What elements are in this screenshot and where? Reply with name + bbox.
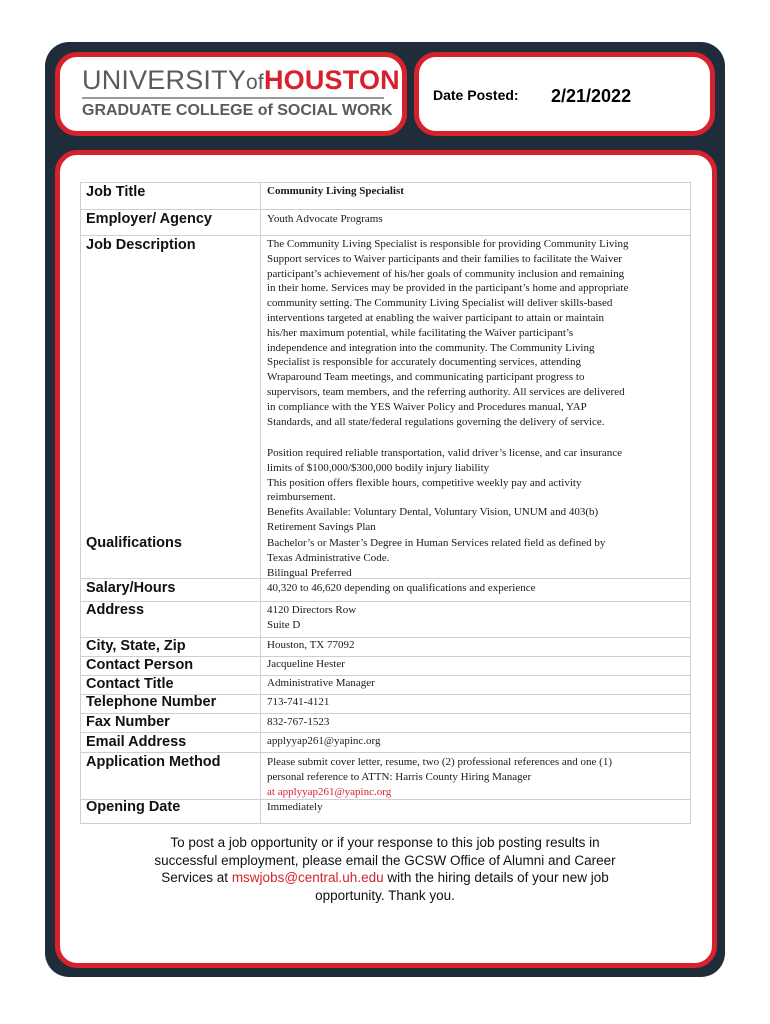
logo-divider (82, 97, 384, 99)
description-extra-line: This position offers flexible hours, competitive weekly pay and activity (267, 476, 582, 489)
opening-date-label: Opening Date (86, 799, 181, 815)
university-logo (55, 52, 407, 136)
description-line: his/her maximum potential, while facilitating the Waiver participant’s (267, 326, 574, 339)
description-line: in compliance with the YES Waiver Policy and Procedures manual, YAP (267, 400, 587, 413)
address-line: Suite D (267, 618, 301, 631)
description-line: community setting. The Community Living Specialist will deliver skills-based (267, 297, 613, 310)
description-extra-line: Position required reliable transportation, valid driver’s license, and car insurance (267, 447, 623, 459)
footer-line: To post a job opportunity or if your response to this job posting results in (170, 835, 600, 850)
email-label: Email Address (86, 734, 187, 750)
application-method-value (267, 755, 612, 799)
description-extra-line: Benefits Available: Voluntary Dental, Voluntary Vision, UNUM and 403(b) (267, 506, 599, 519)
footer-email-link[interactable]: mswjobs@central.uh.edu (231, 870, 384, 885)
description-line: supervisors, team members, and the referring authority. All services are delivered (267, 385, 625, 398)
logo-college-text: GRADUATE COLLEGE of SOCIAL WORK (82, 102, 393, 119)
footer-line: opportunity. Thank you. (315, 887, 455, 903)
table-rule (80, 235, 691, 236)
table-rule (80, 713, 691, 714)
description-extra-line: reimbursement. (267, 491, 336, 504)
description-line: interventions targeted at enabling the waiver participant to attain or maintain (267, 311, 605, 324)
address-line: 4120 Directors Row (267, 604, 357, 616)
contact-title-value: Administrative Manager (267, 677, 375, 689)
qualification-line: Texas Administrative Code. (267, 551, 390, 564)
table-rule (80, 752, 691, 753)
qualifications-label: Qualifications (86, 535, 182, 551)
table-rule (80, 209, 691, 210)
description-extra-line: limits of $100,000/$300,000 bodily injury liability (267, 461, 490, 474)
application-line: Please submit cover letter, resume, two (2) professional references and one (1) (267, 756, 613, 768)
city-value: Houston, TX 77092 (267, 639, 355, 651)
footer-text: Services at (161, 870, 232, 885)
logo-university-text: UNIVERSITY (82, 65, 247, 95)
opening-date-value: Immediately (267, 801, 323, 813)
job-title-value: Community Living Specialist (267, 185, 404, 197)
description-line: independence and integration into the community. The Community Living (267, 341, 595, 354)
salary-value: 40,320 to 46,620 depending on qualifications and experience (267, 582, 536, 594)
fax-label: Fax Number (86, 714, 170, 730)
logo-of-text: of (246, 71, 264, 94)
qualification-line: Bachelor’s or Master’s Degree in Human Services related field as defined by (267, 537, 606, 549)
employer-value: Youth Advocate Programs (267, 213, 383, 225)
city-label: City, State, Zip (86, 638, 186, 654)
date-posted-label: Date Posted: (433, 87, 519, 103)
footer-line: successful employment, please email the GCSW Office of Alumni and Career (154, 852, 616, 868)
qualifications-value (267, 536, 605, 580)
date-posted-box (414, 52, 715, 136)
address-value (267, 603, 356, 633)
table-border-middle (260, 182, 261, 824)
table-rule (80, 823, 691, 824)
application-email-link[interactable]: applyyap261@yapinc.org (277, 785, 392, 798)
table-border-right (690, 182, 691, 824)
description-line: The Community Living Specialist is responsible for providing Community Living (267, 238, 629, 250)
address-label: Address (86, 602, 145, 618)
contact-person-label: Contact Person (86, 657, 194, 673)
application-at: at (267, 785, 278, 798)
footer-text: with the hiring details of your new job (383, 870, 609, 885)
table-rule (80, 601, 691, 602)
logo-houston-text: HOUSTON (263, 65, 400, 95)
contact-title-label: Contact Title (86, 676, 174, 692)
job-description-text (267, 237, 628, 429)
fax-value: 832-767-1523 (267, 716, 330, 728)
description-line: Standards, and all state/federal regulations governing the delivery of service. (267, 415, 605, 428)
telephone-label: Telephone Number (86, 694, 217, 710)
telephone-value: 713-741-4121 (267, 696, 330, 708)
email-value: applyyap261@yapinc.org (267, 735, 381, 747)
job-description-label: Job Description (86, 237, 196, 253)
table-rule (80, 182, 691, 183)
table-rule (80, 732, 691, 733)
description-line: in their home. Services may be provided in the participant’s home and appropriate (267, 282, 629, 295)
application-line: personal reference to ATTN: Harris County Hiring Manager (267, 770, 532, 783)
application-method-label: Application Method (86, 754, 221, 770)
salary-label: Salary/Hours (86, 580, 176, 596)
date-posted-value: 2/21/2022 (551, 86, 632, 106)
job-description-extra (267, 446, 622, 535)
employer-label: Employer/ Agency (86, 211, 212, 227)
description-line: Specialist is responsible for accurately documenting services, attending (267, 356, 582, 369)
qualification-line: Bilingual Preferred (267, 566, 352, 579)
contact-person-value: Jacqueline Hester (267, 658, 345, 670)
description-line: Wraparound Team meetings, and communicating participant progress to (267, 371, 585, 384)
table-border-left (80, 182, 81, 824)
job-title-label: Job Title (86, 184, 146, 200)
footer-note (100, 834, 670, 904)
description-extra-line: Retirement Savings Plan (267, 520, 376, 533)
description-line: Support services to Waiver participants and their families to facilitate the Waiver (267, 252, 622, 265)
description-line: participant’s achievement of his/her goals of community inclusion and remaining (267, 267, 625, 280)
